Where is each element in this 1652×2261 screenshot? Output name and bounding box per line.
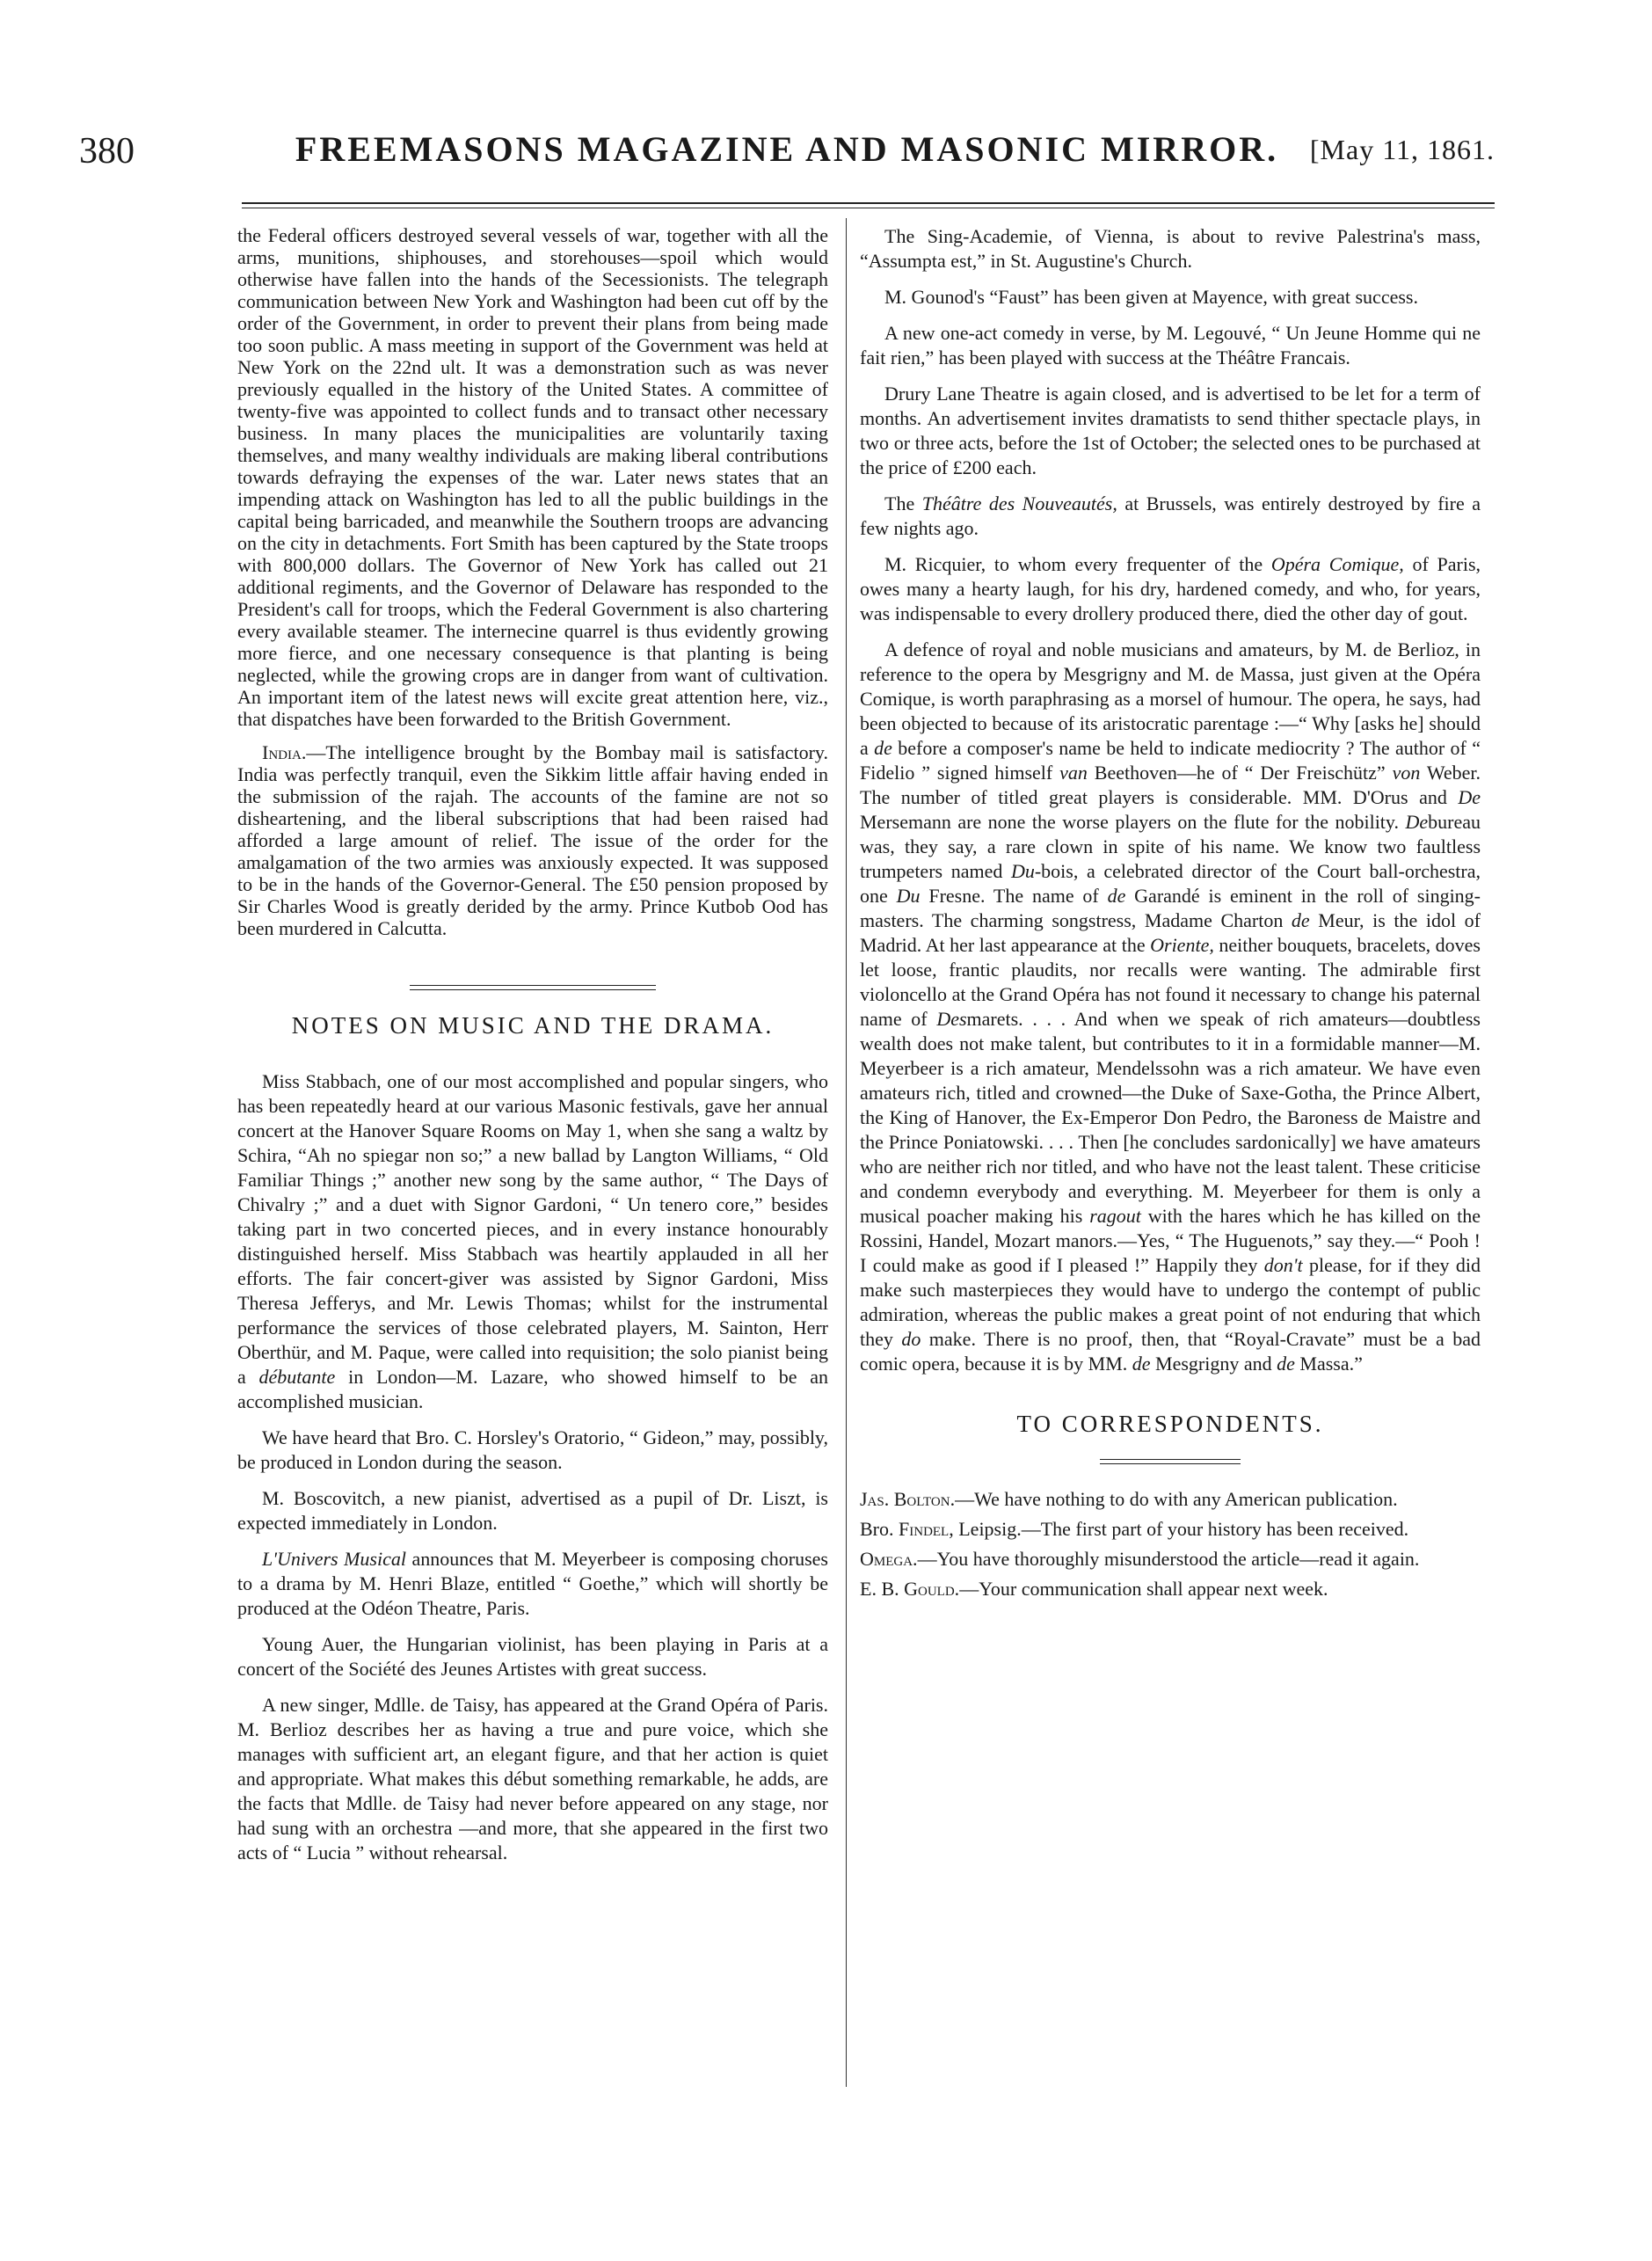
berlioz-italic: de: [874, 737, 892, 759]
masthead-title: FREEMASONS MAGAZINE AND MASONIC MIRROR.: [295, 129, 1279, 169]
berlioz-text: make. There is no proof, then, that “Royal-Cravate” must be a bad comic opera, because it is by MM.: [860, 1328, 1481, 1375]
page-number: 380: [79, 131, 135, 171]
berlioz-italic: Oriente,: [1150, 934, 1214, 956]
ricquier-paragraph: [860, 552, 1481, 626]
correspondent-name: Gould.: [904, 1578, 960, 1600]
india-paragraph: [237, 741, 828, 939]
issue-date: [May 11, 1861.: [1309, 134, 1495, 165]
american-news-paragraph: the Federal officers destroyed several vessels of war, together with all the arms, munitions, shiphouses, and storehouses—spoil which would otherwise have fallen into the hands of the Secessionists. The telegraph communication between New York and Washington had been cut off by the order of the Government, in order to prevent their plans from being made too soon public. A mass meeting in support of the Government was held at New York on the 22nd ult. It was a demonstration such as was never previously equalled in the history of the United States. A committee of twenty-five was appointed to collect funds and to transact other necessary business. In many places the municipalities are voluntarily taxing themselves, and many wealthy individuals are making liberal contributions towards defraying the expenses of the war. Later news states that an impending attack on Washington has led to all the public buildings in the capital being barricaded, and meanwhile the Southern troops are advancing on the city in detachments. Fort Smith has been captured by the State troops with 800,000 dollars. The Governor of New York has called out 21 additional regiments, and the Governor of Delaware has responded to the President's call for troops, which the Federal Government is also chartering every available steamer. The internecine quarrel is thus evidently growing more fierce, and one necessary consequence is that planting is being neglected, while the growing crops are in danger from want of cultivation. An important item of the latest news will excite great attention here, viz., that dispatches have been forwarded to the British Government.: [237, 224, 828, 730]
faust-paragraph: M. Gounod's “Faust” has been given at Mayence, with great success.: [884, 286, 1418, 308]
nouveautes-title: Théâtre des Nouveautés,: [921, 492, 1117, 514]
berlioz-italic: de: [1277, 1353, 1295, 1375]
berlioz-text: neither bouquets, bracelets, doves let loose, frantic plaudits, nor recalls were wanting. The admirable first violoncello at the Grand Opéra has not found it necessary to change his paternal name of: [860, 934, 1481, 1030]
drury-paragraph: Drury Lane Theatre is again closed, and is advertised to be let for a term of months. An advertisement invites dramatists to send thither spectacle plays, in two or three acts, before the 1st of October; the selected ones to be purchased at the price of £200 each.: [860, 383, 1481, 478]
berlioz-paragraph: [860, 638, 1481, 1376]
correspondent-name: Omega.: [860, 1548, 918, 1570]
correspondent-entry: [860, 1517, 1481, 1542]
berlioz-text: A defence of royal and noble musicians and amateurs, by M. de Berlioz, in reference to the opera by Mesgrigny and M. de Massa, just given at the Opéra Comique, is worth paraphrasing as a morsel of humour. The opera, he says, had been objected to because of its aristocratic parentage :—“ Why [asks he] should a: [860, 638, 1481, 759]
berlioz-italic: Du: [1010, 860, 1035, 882]
correspondent-entry: [860, 1487, 1481, 1512]
india-label: India.: [262, 741, 307, 763]
berlioz-italic: Des: [936, 1008, 967, 1030]
right-column: [860, 224, 1481, 1607]
berlioz-italic: De: [1458, 786, 1481, 808]
correspondent-prefix: Bro.: [860, 1518, 899, 1540]
page-header: [79, 130, 1495, 183]
india-text: —The intelligence brought by the Bombay mail is satisfactory. India was perfectly tranquil, even the Sikkim little affair having ended in the submission of the rajah. The accounts of the famine are not so disheartening, and the liberal subscriptions that had been raised had afforded a large amount of relief. The issue of the order for the amalgamation of the two armies was anxiously expected. It was supposed to be in the hands of the Governor-General. The £50 pension proposed by Sir Charles Wood is greatly derided by the army. Prince Kutbob Ood has been murdered in Calcutta.: [237, 741, 828, 939]
taisy-paragraph: A new singer, Mdlle. de Taisy, has appeared at the Grand Opéra of Paris. M. Berlioz describes her as having a true and pure voice, which she manages with sufficient art, an elegant figure, and that her action is quiet and appropriate. What makes this début something remarkable, he adds, are the facts that Mdlle. de Taisy had never before appeared on any stage, nor had sung with an orchestra —and more, that she appeared in the first two acts of “ Lucia ” without rehearsal.: [237, 1694, 828, 1864]
univers-text: announces that M. Meyerbeer is composing choruses to a drama by M. Henri Blaze, entitled “ Goethe,” which will shortly be produced at the Odéon Theatre, Paris.: [237, 1548, 828, 1619]
stabbach-text-2: in London—M. Lazare, who showed himself to be an accomplished musician.: [237, 1366, 828, 1412]
correspondent-text: Leipsig.—The first part of your history has been received.: [953, 1518, 1409, 1540]
berlioz-italic: van: [1059, 762, 1088, 784]
berlioz-italic: don't: [1263, 1254, 1303, 1276]
boscovitch-paragraph: M. Boscovitch, a new pianist, advertised as a pupil of Dr. Liszt, is expected immediately in London.: [237, 1487, 828, 1534]
berlioz-text: with the hares which he has killed on the Rossini, Handel, Mozart manors.—Yes, “ The Huguenots,” say they.—“ Pooh ! I could make as good if I pleased !” Happily they: [860, 1205, 1481, 1276]
berlioz-italic: Du: [896, 885, 921, 907]
auer-paragraph: Young Auer, the Hungarian violinist, has been playing in Paris at a concert of the Société des Jeunes Artistes with great success.: [237, 1633, 828, 1680]
correspondent-prefix: E. B.: [860, 1578, 905, 1600]
music-section-title: NOTES ON MUSIC AND THE DRAMA.: [291, 1012, 775, 1039]
stabbach-paragraph: [237, 1069, 828, 1414]
ricquier-pre: M. Ricquier, to whom every frequenter of the: [884, 553, 1271, 575]
berlioz-italic: von: [1392, 762, 1421, 784]
berlioz-text: please, for if they did make such masterpieces they would have to undergo the contempt of public admiration, whereas the public makes a great point of not enduring that which they: [860, 1254, 1481, 1350]
section-divider: [410, 985, 656, 990]
berlioz-text: before a composer's name be held to indicate mediocrity ? The author of “ Fidelio ” signed himself: [860, 737, 1481, 784]
legouve-paragraph: A new one-act comedy in verse, by M. Legouvé, “ Un Jeune Homme qui ne fait rien,” has been played with success at the Théâtre Francais.: [860, 322, 1481, 368]
correspondents-title: TO CORRESPONDENTS.: [1016, 1411, 1324, 1437]
berlioz-text: Meur, is the idol of Madrid. At her last appearance at the: [860, 909, 1481, 956]
berlioz-text: Massa.”: [1294, 1353, 1363, 1375]
berlioz-text: -bois, a celebrated director of the Court ball-orchestra, one: [860, 860, 1481, 907]
singacademie-paragraph: The Sing-Academie, of Vienna, is about to revive Palestrina's mass, “Assumpta est,” in St. Augustine's Church.: [860, 225, 1481, 272]
berlioz-italic: de: [1107, 885, 1126, 907]
berlioz-italic: de: [1291, 909, 1310, 931]
berlioz-italic: de: [1132, 1353, 1151, 1375]
correspondent-text: —Your communication shall appear next week.: [959, 1578, 1328, 1600]
header-rule: [242, 202, 1495, 204]
left-column: [237, 224, 828, 1877]
berlioz-italic: De: [1405, 811, 1429, 833]
univers-title: L'Univers Musical: [262, 1548, 406, 1570]
correspondent-text: —You have thoroughly misunderstood the article—read it again.: [917, 1548, 1420, 1570]
nouveautes-text: at Brussels, was entirely destroyed by fire a few nights ago.: [860, 492, 1481, 539]
berlioz-text: Mersemann are none the worse players on the flute for the nobility.: [860, 811, 1406, 833]
nouveautes-pre: The: [884, 492, 922, 514]
nouveautes-paragraph: [860, 492, 1481, 541]
berlioz-text: marets. . . . And when we speak of rich amateurs—doubtless wealth does not make talent, but contributes to it in a formidable manner—M. Meyerbeer is a rich amateur, Mendelssohn was a rich amateur. We have even amateurs rich, titled and crowned—the Duke of Saxe-Gotha, the Prince Albert, the King of Hanover, the Ex-Emperor Don Pedro, the Baroness de Maistre and the Prince Poniatowski. . . . Then [he concludes sardonically] we have amateurs who are neither rich nor titled, and who have not the least talent. These criticise and condemn everybody and everything. M. Meyerbeer for them is only a musical poacher making his: [860, 1008, 1481, 1227]
correspondent-entry: [860, 1547, 1481, 1572]
correspondents-divider: [1100, 1459, 1241, 1464]
debutante-word: débutante: [258, 1366, 336, 1388]
berlioz-text: Garandé is eminent in the roll of singing-masters. The charming songstress, Madame Charton: [860, 885, 1481, 931]
univers-paragraph: [237, 1547, 828, 1621]
berlioz-italic: ragout: [1089, 1205, 1141, 1227]
correspondent-name: Jas. Bolton.: [860, 1488, 956, 1510]
berlioz-italic: do: [901, 1328, 921, 1350]
berlioz-text: bureau was, they say, a rare clown in spite of his name. We know two faultless trumpeters named: [860, 811, 1481, 882]
correspondent-text: —We have nothing to do with any American publication.: [955, 1488, 1398, 1510]
correspondent-name: Findel,: [899, 1518, 954, 1540]
stabbach-text-1: Miss Stabbach, one of our most accomplished and popular singers, who has been repeatedly heard at our various Masonic festivals, gave her annual concert at the Hanover Square Rooms on May 1, when she sang a waltz by Schira, “Ah no spiegar non so;” a new ballad by Langton Williams, “ Old Familiar Things ;” another new song by the same author, “ The Days of Chivalry ;” and a duet with Signor Gardoni, “ Un tenero core,” besides taking part in two concerted pieces, and in every instance honourably distinguished herself. Miss Stabbach was heartily applauded in all her efforts. The fair concert-giver was assisted by Signor Gardoni, Miss Theresa Jefferys, and Mr. Lewis Thomas; whilst for the instrumental performance the services of those celebrated players, M. Sainton, Herr Oberthür, and M. Paque, were called into requisition; the solo pianist being a: [237, 1070, 828, 1388]
berlioz-text: Weber. The number of titled great players is considerable. MM. D'Orus and: [860, 762, 1481, 808]
horsley-paragraph: We have heard that Bro. C. Horsley's Oratorio, “ Gideon,” may, possibly, be produced in London during the season.: [237, 1426, 828, 1473]
berlioz-text: Fresne. The name of: [920, 885, 1108, 907]
berlioz-text: Mesgrigny and: [1150, 1353, 1277, 1375]
correspondent-entry: [860, 1577, 1481, 1601]
opera-comique-title: Opéra Comique,: [1270, 553, 1404, 575]
berlioz-text: Beethoven—he of “ Der Freischütz”: [1087, 762, 1393, 784]
column-divider: [846, 218, 847, 2087]
ricquier-text: of Paris, owes many a hearty laugh, for his dry, hardened comedy, and who, for years, was indispensable to every drollery produced there, died the other day of gout.: [860, 553, 1481, 624]
